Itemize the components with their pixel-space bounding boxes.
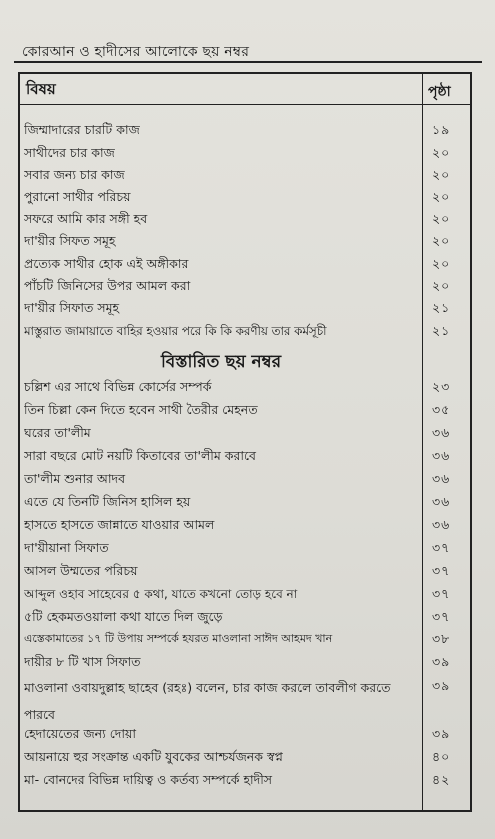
- entry-title: জিম্মাদারের চারটি কাজ: [24, 122, 140, 137]
- entry-page: ৪০: [432, 749, 451, 764]
- entry-page: ২০: [432, 211, 451, 226]
- entry-page: ৩৫: [432, 402, 451, 417]
- entry-title: সাথীদের চার কাজ: [24, 145, 115, 160]
- entry-title: প্রত্যেক সাথীর হোক এই অঙ্গীকার: [24, 256, 189, 271]
- entry-title: হাসতে হাসতে জান্নাতে যাওয়ার আমল: [24, 517, 215, 532]
- entry-page: ৩৮: [432, 631, 451, 646]
- entry-page: ৩৯: [432, 678, 451, 693]
- entry-page: ৩৬: [432, 425, 451, 440]
- entry-title: দায়ীর ৮ টি খাস সিফাত: [24, 654, 141, 669]
- entry-page: ৩৬: [432, 471, 451, 486]
- entry-page: ১৯: [432, 122, 451, 137]
- entry-page: ৩৭: [432, 609, 451, 624]
- entry-title: সফরে আমি কার সঙ্গী হব: [24, 211, 148, 226]
- entry-page: ২০: [432, 278, 451, 293]
- entry-page: ২০: [432, 189, 451, 204]
- entry-title: মাওলানা ওবায়দুল্লাহ ছাহেব (রহঃ) বলেন, চার কাজ করলে তাবলীগ করতে পারবে: [24, 680, 391, 722]
- entry-title: এতে যে তিনটি জিনিস হাসিল হয়: [24, 494, 191, 509]
- entry-page: ২০: [432, 233, 451, 248]
- entry-title: আয়নায়ে হুর সংক্রান্ত একটি যুবকের আশ্চর্যজনক স্বপ্ন: [24, 749, 283, 764]
- entry-title: পুরানো সাথীর পরিচয়: [24, 189, 131, 204]
- entry-page: ২০: [432, 256, 451, 271]
- entry-title: পাঁচটি জিনিসের উপর আমল করা: [24, 278, 191, 293]
- entry-title: ঘরের তা'লীম: [24, 425, 91, 440]
- entry-page: ৩৭: [432, 563, 451, 578]
- entry-page: ২০: [432, 145, 451, 160]
- entry-title: আসল উম্মতের পরিচয়: [24, 563, 138, 578]
- entry-title: সারা বছরে মোট নয়টি কিতাবের তা'লীম করাবে: [24, 448, 256, 463]
- entry-page: ২০: [432, 167, 451, 182]
- column-divider: [422, 74, 423, 810]
- entry-page: ৩৯: [432, 726, 451, 741]
- entry-title: দা'য়ীয়ানা সিফাত: [24, 540, 109, 555]
- entry-page: ৩৭: [432, 586, 451, 601]
- header-rule: [14, 61, 482, 63]
- entry-page: ৪২: [432, 772, 451, 787]
- running-head: কোরআন ও হাদীসের আলোকে ছয় নম্বর: [22, 44, 250, 60]
- entry-page: ৩৬: [432, 517, 451, 532]
- page-column-header: পৃষ্ঠা: [428, 84, 451, 100]
- table-of-contents: [18, 72, 472, 812]
- entry-page: ২৩: [432, 379, 451, 394]
- entry-title: তা'লীম শুনার আদব: [24, 471, 126, 486]
- entry-title: হেদায়েতের জন্য দোয়া: [24, 726, 136, 741]
- entry-page: ৩৯: [432, 654, 451, 669]
- entry-title: মাস্তুরাত জামায়াতে বাহির হওয়ার পরে কি কি করণীয় তার কর্মসূচী: [24, 324, 327, 338]
- entry-page: ৩৬: [432, 448, 451, 463]
- subject-column-header: বিষয়: [26, 80, 56, 98]
- entry-title: এস্তেকামাতের ১৭ টি উপায় সম্পর্কে হযরত মাওলানা সাঈদ আহমদ খান: [24, 632, 333, 645]
- entry-page: ৩৬: [432, 494, 451, 509]
- header-divider: [20, 104, 470, 105]
- entry-page: ২১: [432, 300, 451, 315]
- entry-title: দা'য়ীর সিফাত সমূহ: [24, 300, 120, 315]
- section-title: বিস্তারিত ছয় নম্বর: [160, 352, 282, 372]
- entry-title: তিন চিল্লা কেন দিতে হবেন সাথী তৈরীর মেহনত: [24, 402, 258, 417]
- entry-title: দা'য়ীর সিফত সমূহ: [24, 233, 116, 248]
- entry-title: চল্লিশ এর সাথে বিভিন্ন কোর্সের সম্পর্ক: [24, 379, 212, 394]
- entry-title: ৫টি হেকমতওয়ালা কথা যাতে দিল জুড়ে: [24, 609, 223, 624]
- entry-page: ২১: [432, 323, 451, 338]
- entry-title: সবার জন্য চার কাজ: [24, 167, 125, 182]
- entry-title: আব্দুল ওহাব সাহেবের ৫ কথা, যাতে কখনো তোড় হবে না: [24, 587, 298, 601]
- entry-page: ৩৭: [432, 540, 451, 555]
- entry-title: মা- বোনদের বিভিন্ন দায়িত্ব ও কর্তব্য সম্পর্কে হাদীস: [24, 772, 273, 787]
